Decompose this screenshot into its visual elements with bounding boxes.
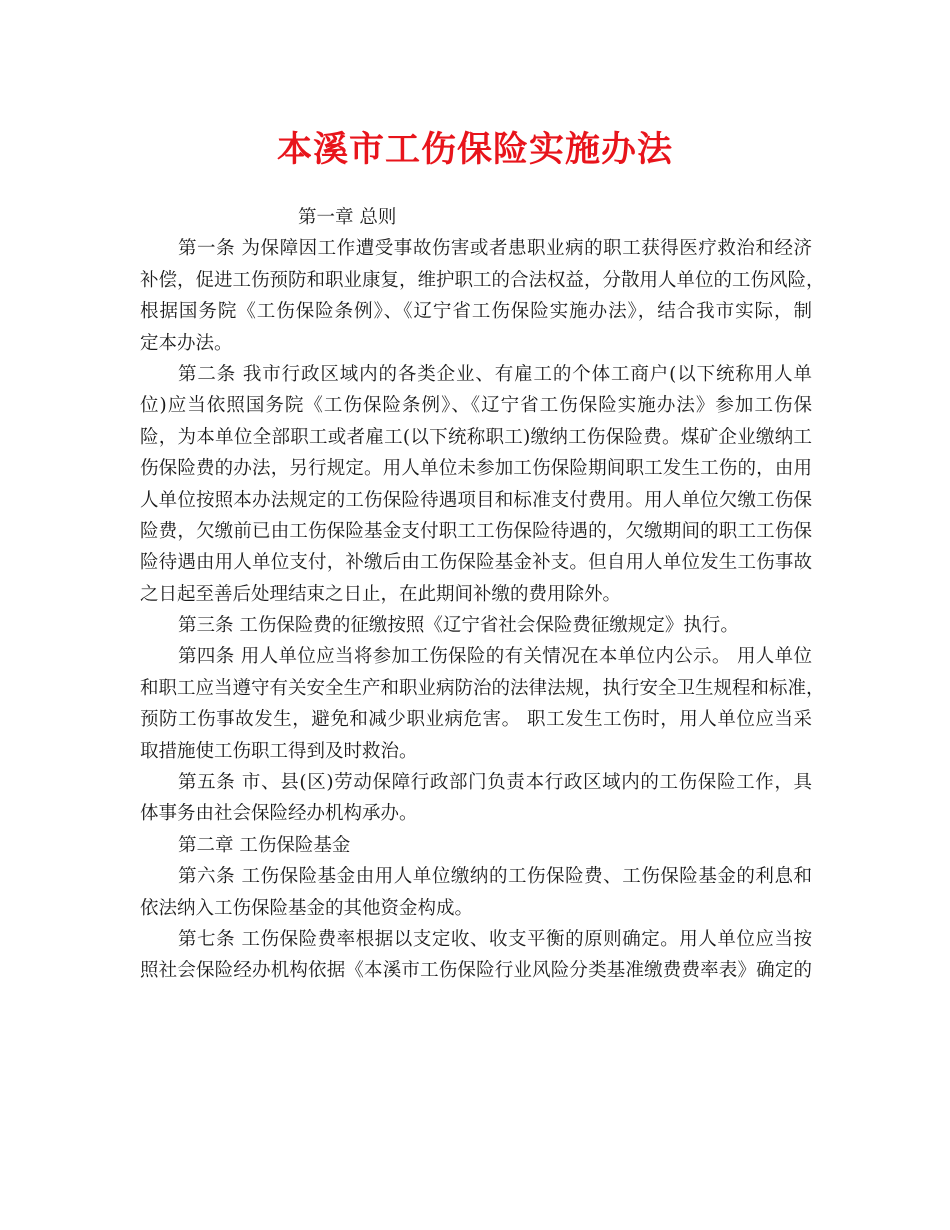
article-line: 补偿，促进工伤预防和职业康复，维护职工的合法权益，分散用人单位的工伤风险， — [140, 269, 825, 291]
article-line: 第一条 为保障因工作遭受事故伤害或者患职业病的职工获得医疗救治和经济 — [178, 238, 812, 260]
article-line: 伤保险费的办法，另行规定。用人单位未参加工伤保险期间职工发生工伤的，由用 — [140, 458, 812, 480]
article-line: 依法纳入工伤保险基金的其他资金构成。 — [140, 897, 474, 919]
article-line: 第六条 工伤保险基金由用人单位缴纳的工伤保险费、工伤保险基金的利息和 — [178, 866, 812, 888]
chapter-heading: 第一章 总则 — [298, 207, 397, 228]
article-line: 第五条 市、县(区)劳动保障行政部门负责本行政区域内的工伤保险工作，具 — [178, 772, 812, 794]
article-line: 险待遇由用人单位支付，补缴后由工伤保险基金补支。但自用人单位发生工伤事故 — [140, 552, 812, 574]
article-line: 第七条 工伤保险费率根据以支定收、收支平衡的原则确定。用人单位应当按 — [178, 928, 812, 950]
article-line: 之日起至善后处理结束之日止，在此期间补缴的费用除外。 — [140, 583, 622, 605]
article-line: 和职工应当遵守有关安全生产和职业病防治的法律法规，执行安全卫生规程和标准， — [140, 677, 825, 699]
article-line: 第四条 用人单位应当将参加工伤保险的有关情况在本单位内公示。 用人单位 — [178, 646, 812, 668]
article-line: 第二条 我市行政区域内的各类企业、有雇工的个体工商户(以下统称用人单 — [178, 363, 812, 385]
article-line: 人单位按照本办法规定的工伤保险待遇项目和标准支付费用。用人单位欠缴工伤保 — [140, 489, 812, 511]
document-body — [140, 202, 825, 987]
article-line: 位)应当依照国务院《工伤保险条例》、《辽宁省工伤保险实施办法》参加工伤保 — [140, 395, 812, 417]
article-line: 险，为本单位全部职工或者雇工(以下统称职工)缴纳工伤保险费。煤矿企业缴纳工 — [140, 426, 812, 448]
article-line: 根据国务院《工伤保险条例》、《辽宁省工伤保险实施办法》，结合我市实际，制 — [140, 301, 812, 323]
document-title: 本溪市工伤保险实施办法 — [276, 129, 673, 170]
article-line: 体事务由社会保险经办机构承办。 — [140, 803, 418, 825]
article-line: 险费，欠缴前已由工伤保险基金支付职工工伤保险待遇的，欠缴期间的职工工伤保 — [140, 520, 812, 542]
chapter-heading: 第二章 工伤保险基金 — [178, 834, 351, 856]
article-line: 取措施使工伤职工得到及时救治。 — [140, 740, 418, 762]
article-line: 定本办法。 — [140, 332, 233, 354]
article-line: 第三条 工伤保险费的征缴按照《辽宁省社会保险费征缴规定》执行。 — [178, 615, 739, 637]
article-line: 照社会保险经办机构依据《本溪市工伤保险行业风险分类基准缴费费率表》确定的 — [140, 960, 812, 982]
article-line: 预防工伤事故发生，避免和减少职业病危害。 职工发生工伤时，用人单位应当采 — [140, 709, 812, 731]
